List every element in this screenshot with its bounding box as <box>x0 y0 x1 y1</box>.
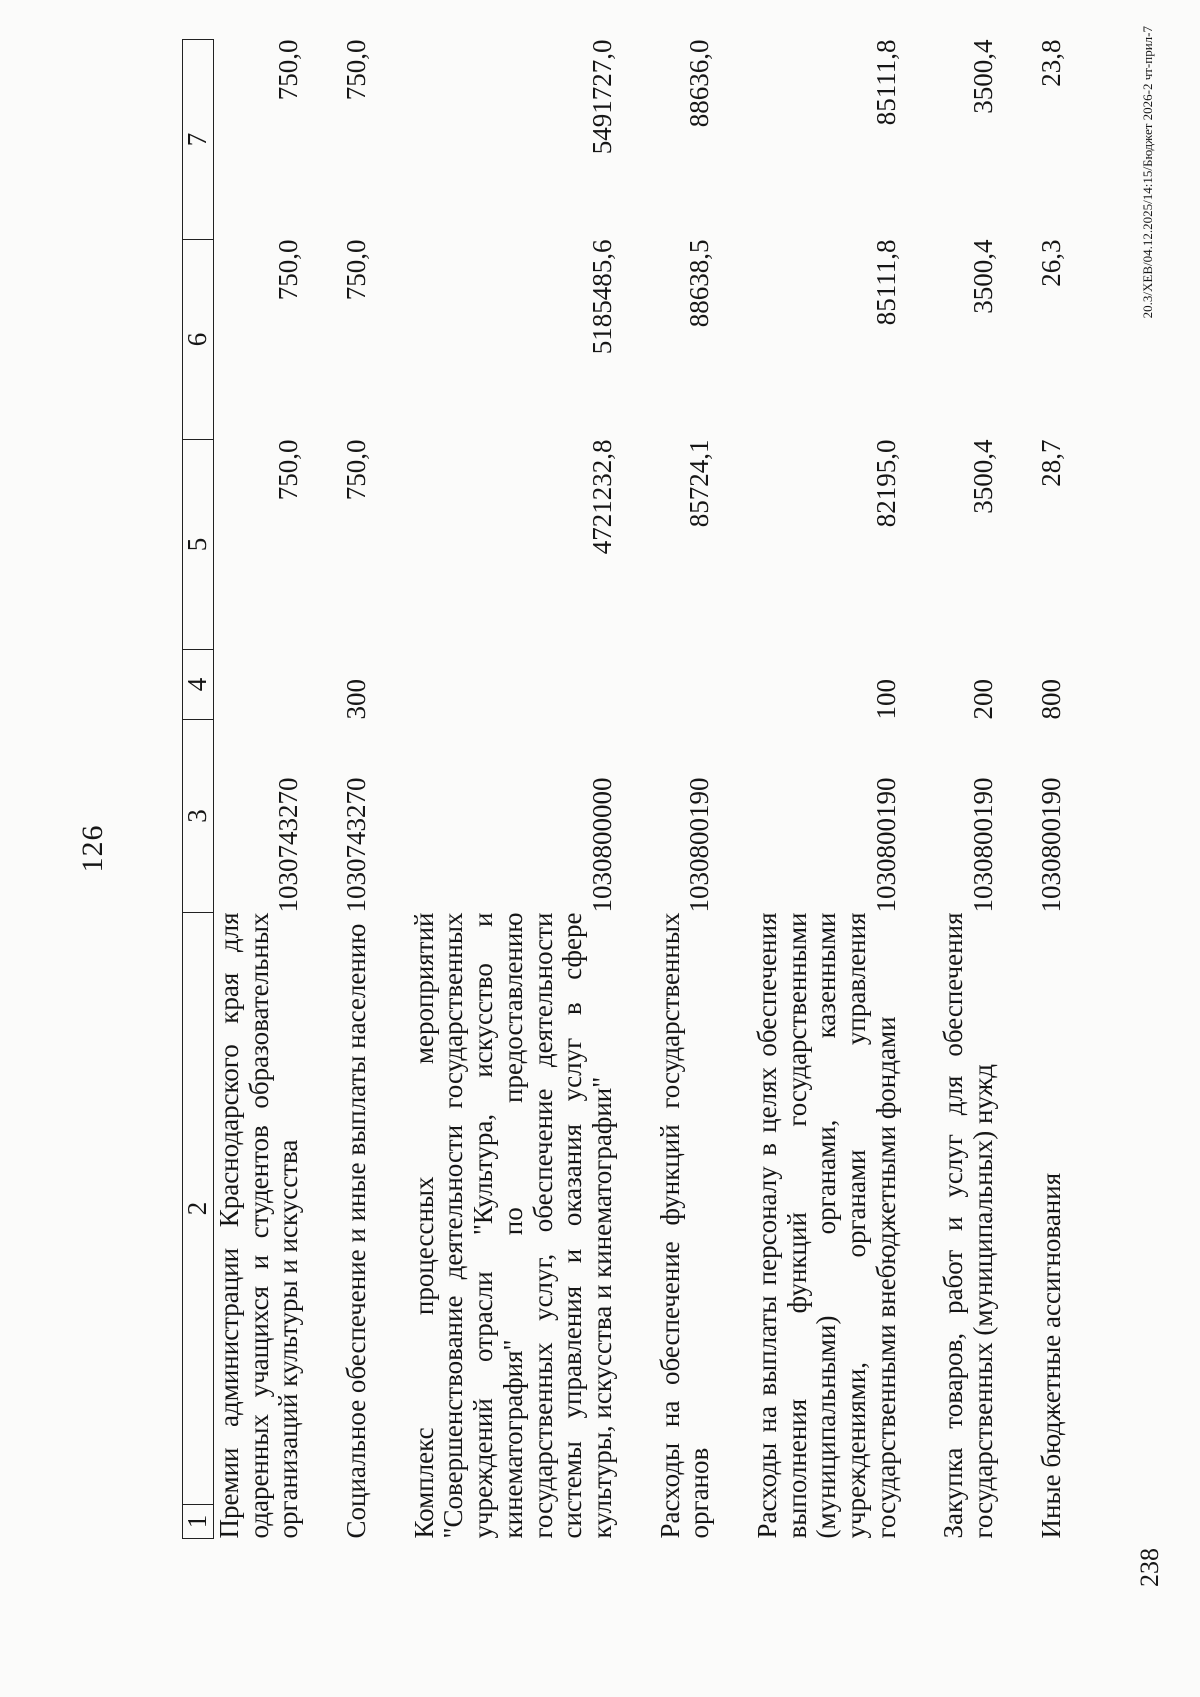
row-amount-col6: 750,0 <box>273 239 304 301</box>
row-amount-col6: 88638,5 <box>684 239 715 328</box>
row-amount-col5: 28,7 <box>1035 439 1066 487</box>
row-amount-col7: 88636,0 <box>684 39 715 128</box>
table-row <box>304 40 372 1539</box>
row-name: Премии администрации Краснодарского края для одаренных учащихся и студентов образовательных организаций культуры и искусства <box>214 912 304 1539</box>
header-col-5: 5 <box>183 440 214 650</box>
table-row <box>618 40 715 1539</box>
row-target-code: 1030800190 <box>684 777 715 913</box>
sheet-number: 238 <box>1135 1548 1164 1587</box>
row-name: Расходы на выплаты персоналу в целях обеспечения выполнения функций государственными (муниципальными) органами, казенными учреждениями, органами управления государственными внебюджетными фондами <box>751 912 901 1539</box>
row-amount-col5: 750,0 <box>341 439 372 501</box>
row-amount-col6: 85111,8 <box>870 239 901 326</box>
row-name: Социальное обеспечение и иные выплаты населению <box>341 923 372 1539</box>
budget-table <box>182 39 1066 1539</box>
row-expense-type <box>214 650 305 720</box>
header-col-3: 3 <box>183 720 214 913</box>
row-amount-col7: 750,0 <box>341 39 372 101</box>
row-amount-col6: 750,0 <box>341 239 372 301</box>
row-amount-col5: 4721232,8 <box>586 439 617 555</box>
row-amount-col6: 26,3 <box>1035 239 1066 287</box>
row-target-code: 1030800190 <box>1035 777 1066 913</box>
row-name: Комплекс процессных мероприятий "Совершенствование деятельности государственных учреждений отрасли "Культура, искусство и кинематография" по предоставлению государственных услуг, обеспечение деятельности системы управления и оказания услуг в сфере культуры, искусства и кинематографии" <box>408 912 617 1539</box>
header-col-1: 1 <box>183 1505 214 1539</box>
row-name: Закупка товаров, работ и услуг для обеспечения государственных (муниципальных) нужд <box>938 912 999 1539</box>
row-name: Расходы на обеспечение функций государственных органов <box>654 912 715 1539</box>
row-amount-col5: 82195,0 <box>870 439 901 528</box>
row-target-code: 1030800190 <box>870 777 901 913</box>
table-row <box>715 40 901 1539</box>
table-body <box>214 40 1067 1539</box>
row-expense-type <box>372 650 618 720</box>
row-expense-type <box>618 650 715 720</box>
table-row <box>372 40 618 1539</box>
row-amount-col7: 5491727,0 <box>586 39 617 155</box>
row-amount-col5: 750,0 <box>273 439 304 501</box>
header-col-4: 4 <box>183 650 214 720</box>
row-expense-type: 100 <box>870 679 901 720</box>
footer-code: 20.3/XEB/04.12.2025/14:15/Бюджет 2026-2 чт-прил-7 <box>1140 26 1155 319</box>
row-amount-col7: 85111,8 <box>870 39 901 126</box>
row-target-code: 1030800190 <box>968 777 999 913</box>
row-amount-col7: 3500,4 <box>968 39 999 114</box>
header-col-2: 2 <box>183 913 214 1505</box>
header-col-6: 6 <box>183 240 214 440</box>
row-amount-col7: 23,8 <box>1035 39 1066 87</box>
row-amount-col6: 3500,4 <box>968 239 999 314</box>
row-name: Иные бюджетные ассигнования <box>1035 1172 1066 1539</box>
row-target-code: 1030743270 <box>341 777 372 913</box>
row-target-code: 1030800000 <box>586 777 617 913</box>
table-row <box>999 40 1067 1539</box>
row-target-code: 1030743270 <box>273 777 304 913</box>
row-amount-col5: 85724,1 <box>684 439 715 528</box>
row-amount-col5: 3500,4 <box>968 439 999 514</box>
row-expense-type: 200 <box>968 679 999 720</box>
header-row <box>183 40 214 1539</box>
table-header <box>183 40 214 1539</box>
page-number: 126 <box>76 824 109 873</box>
table-row <box>901 40 998 1539</box>
row-expense-type: 800 <box>1035 679 1066 720</box>
row-expense-type: 300 <box>341 679 372 720</box>
table-row <box>214 40 305 1539</box>
row-amount-col6: 5185485,6 <box>586 239 617 355</box>
row-amount-col7: 750,0 <box>273 39 304 101</box>
header-col-7: 7 <box>183 40 214 240</box>
